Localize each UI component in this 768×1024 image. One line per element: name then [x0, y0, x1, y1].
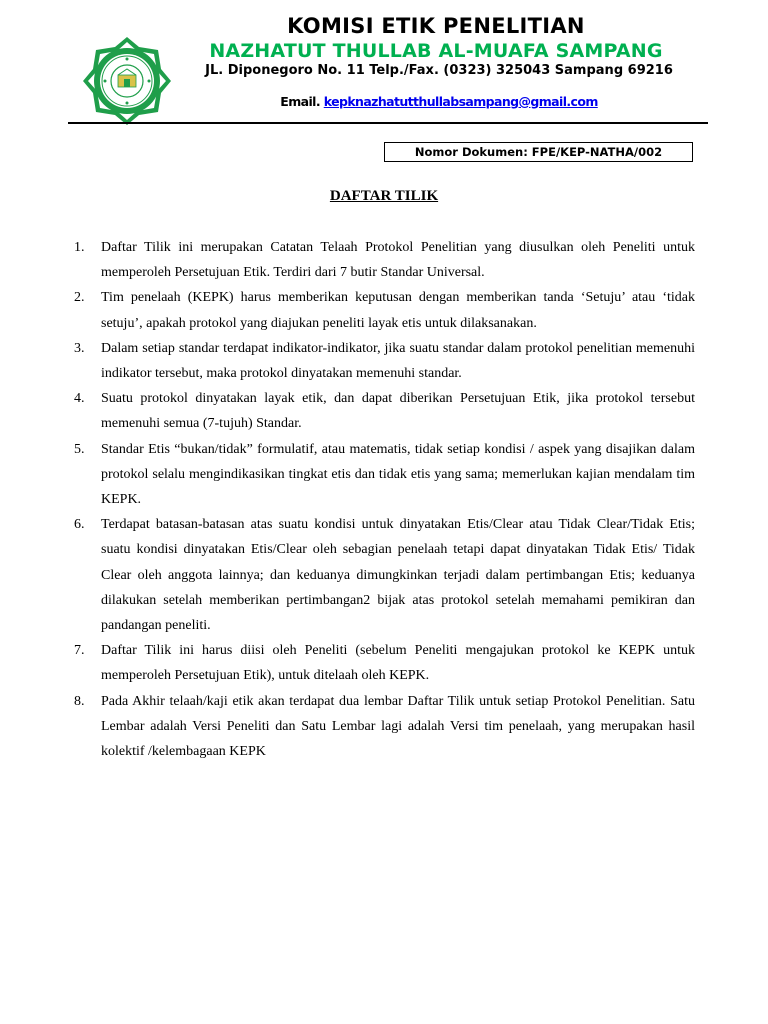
list-item-text: Pada Akhir telaah/kaji etik akan terdapat dua lembar Daftar Tilik untuk setiap Protokol Penelitian. Satu Lembar adalah Versi Peneliti dan Satu Lembar lagi adalah Versi tim penelaah, yang merupakan hasil kolektif /kelembagaan KEPK [101, 693, 695, 760]
list-item-number: 1. [74, 240, 85, 255]
email-label: Email. [280, 94, 320, 109]
list-item-text: Dalam setiap standar terdapat indikator-indikator, jika suatu standar dalam protokol penelitian memenuhi indikator tersebut, maka protokol dinyatakan memenuhi standar. [101, 340, 695, 382]
list-item-text: Terdapat batasan-batasan atas suatu kondisi untuk dinyatakan Etis/Clear atau Tidak Clear/Tidak Etis; suatu kondisi dinyatakan Etis/Clear oleh sebagian penelaah tetapi dapat dinyatakan Tidak Etis/ Tidak Clear oleh anggota lainnya; dan keduanya dimungkinkan terjadi dalam pertimbangan Etis; keduanya dilakukan setelah memberikan pertimbangan2 bijak atas protokol setelah memahami pemikiran dan pandangan peneliti. [101, 517, 695, 634]
list-item [74, 235, 695, 285]
list-item [74, 512, 695, 638]
list-item-text: Tim penelaah (KEPK) harus memberikan keputusan dengan memberikan tanda ‘Setuju’ atau ‘tidak setuju’, apakah protokol yang diajukan peneliti layak etis untuk dilaksanakan. [101, 290, 695, 331]
list-item [74, 689, 695, 765]
list-item [74, 638, 695, 688]
list-item [74, 437, 695, 513]
page-heading: DAFTAR TILIK [329, 188, 439, 204]
institution-name: NAZHATUT THULLAB AL-MUAFA SAMPANG [209, 40, 663, 62]
list-item [74, 386, 695, 436]
list-item-number: 8. [74, 693, 85, 709]
list-item [74, 336, 695, 386]
list-item-text: Daftar Tilik ini harus diisi oleh Peneliti (sebelum Peneliti mengajukan protokol ke KEPK untuk memperoleh Persetujuan Etik), untuk ditelaah oleh KEPK. [101, 643, 695, 684]
list-item-number: 5. [74, 441, 85, 457]
institution-seal-icon [72, 36, 182, 126]
list-item-number: 6. [74, 517, 85, 533]
header-divider [68, 122, 708, 124]
list-item-number: 2. [74, 290, 85, 306]
list-item-number: 7. [74, 643, 85, 659]
list-item-text: Standar Etis “bukan/tidak” formulatif, atau matematis, tidak setiap kondisi / aspek yang disajikan dalam protokol selalu mengindikasikan tingkat etis dan tidak etis yang sama; memerlukan kajian mendalam tim KEPK. [101, 441, 695, 508]
committee-title: KOMISI ETIK PENELITIAN [287, 14, 585, 38]
list-item-text: Daftar Tilik ini merupakan Catatan Telaah Protokol Penelitian yang diusulkan oleh Peneliti untuk memperoleh Persetujuan Etik. Terdiri dari 7 butir Standar Universal. [101, 240, 695, 281]
checklist-instructions [74, 235, 695, 764]
email-line [196, 94, 682, 109]
list-item [74, 285, 695, 335]
list-item-number: 4. [74, 391, 85, 407]
email-link[interactable]: kepknazhatutthullabsampang@gmail.com [323, 94, 598, 109]
list-item-text: Suatu protokol dinyatakan layak etik, dan dapat diberikan Persetujuan Etik, jika protokol tersebut memenuhi semua (7-tujuh) Standar. [101, 391, 695, 432]
list-item-number: 3. [74, 340, 85, 356]
institution-address: JL. Diponegoro No. 11 Telp./Fax. (0323) 325043 Sampang 69216 [205, 63, 673, 78]
document-number-box: Nomor Dokumen: FPE/KEP-NATHA/002 [384, 142, 693, 162]
